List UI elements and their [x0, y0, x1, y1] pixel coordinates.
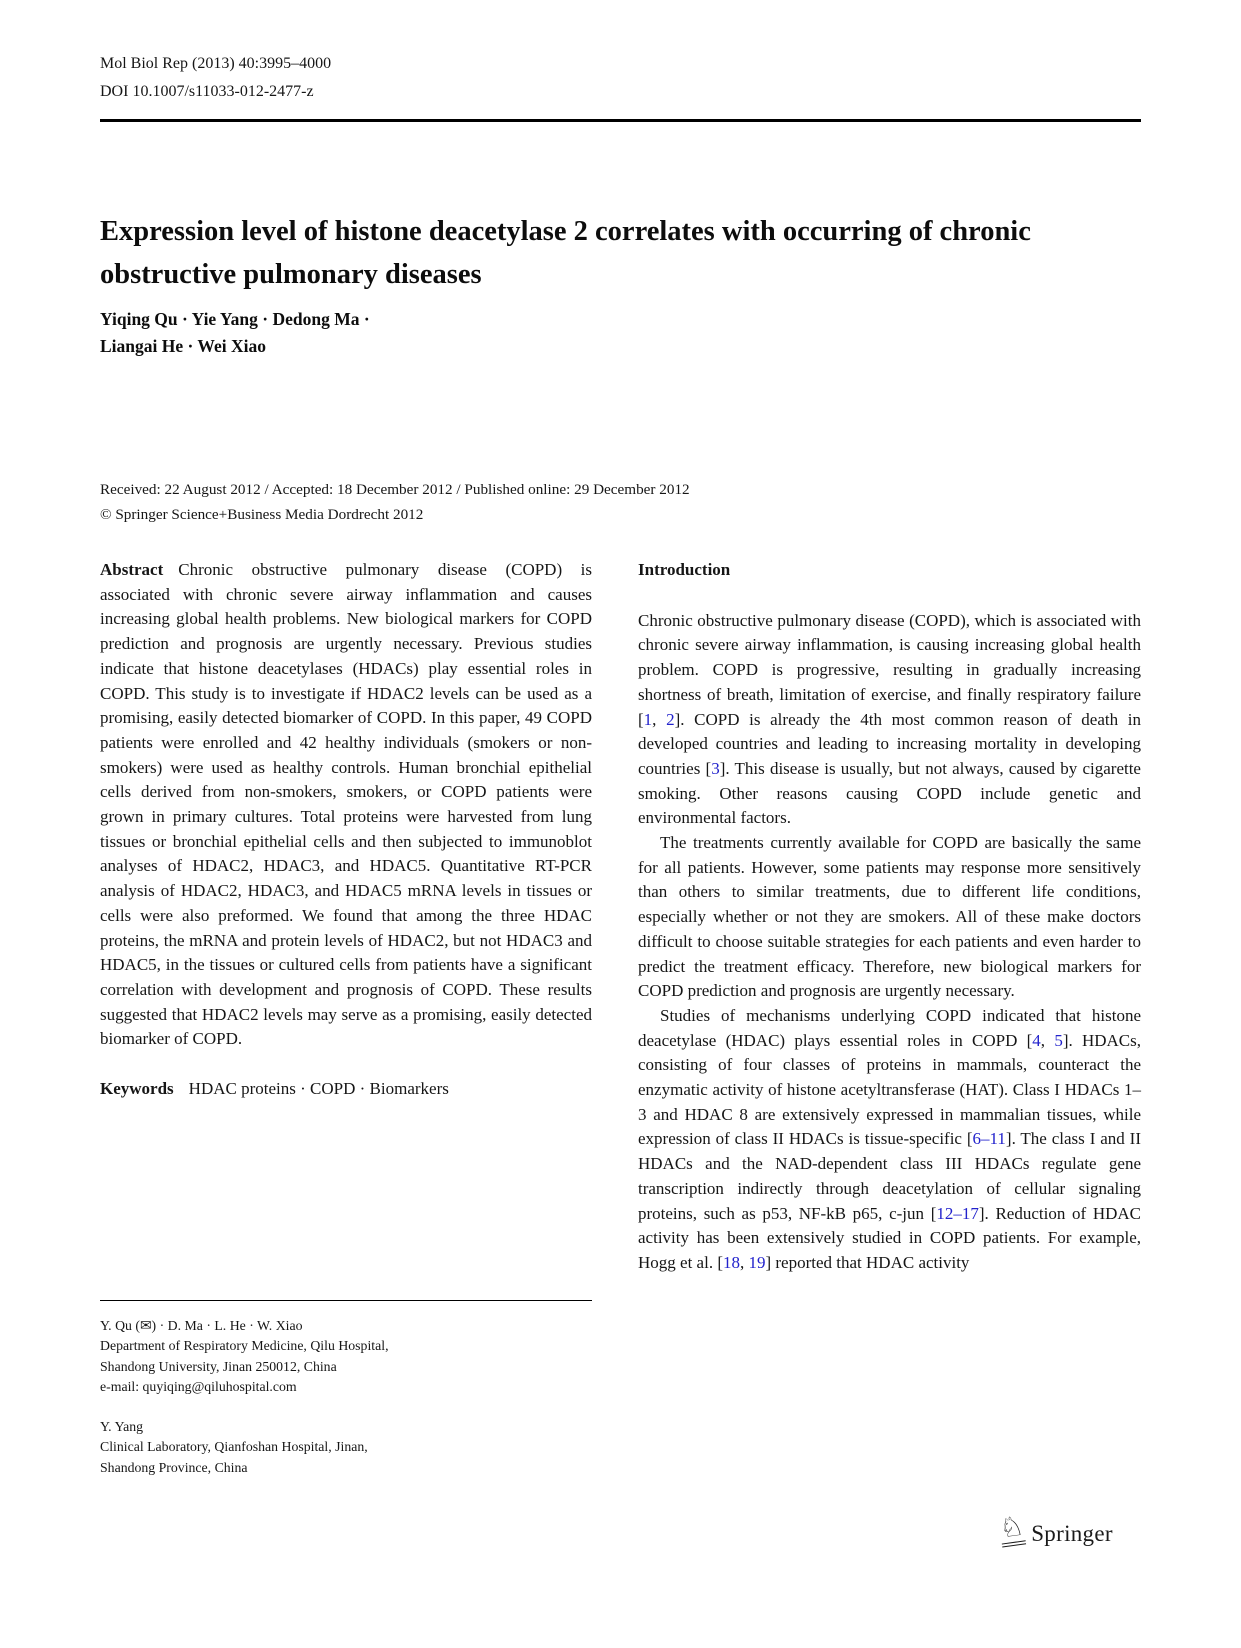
text-segment: ]. The class I and II HDACs and the NAD-dependent class III HDACs regulate gene transcription indirectly through deacetylation of cellular signaling proteins, such as p53, NF-kB p65, c-jun [	[638, 1129, 1142, 1223]
author-affiliations-footnote	[100, 1300, 592, 1478]
header-rule	[100, 119, 1141, 122]
text-segment: Studies of mechanisms underlying COPD indicated that histone deacetylase (HDAC) plays essential roles in COPD [	[638, 1005, 1141, 1050]
second-author-line: Y. Yang	[100, 1419, 144, 1435]
two-column-body	[100, 558, 1141, 1276]
copyright-line: © Springer Science+Business Media Dordrecht 2012	[100, 506, 424, 523]
second-affiliation-line-1: Clinical Laboratory, Qianfoshan Hospital, Jinan,	[100, 1439, 368, 1455]
abstract	[100, 558, 592, 1052]
text-segment: ]. This disease is usually, but not always, caused by cigarette smoking. Other reasons causing COPD include genetic and environmental factors.	[638, 758, 1141, 828]
journal-header	[100, 50, 331, 105]
author-line-2: Liangai He · Wei Xiao	[100, 335, 266, 356]
keywords-text: HDAC proteins · COPD · Biomarkers	[188, 1078, 449, 1098]
intro-paragraph-1	[638, 609, 1141, 831]
affiliation-line-2: Shandong University, Jinan 250012, China	[100, 1358, 337, 1374]
left-column	[100, 558, 592, 1276]
article-title: Expression level of histone deacetylase 2 correlates with occurring of chronic obstructive pulmonary diseases	[100, 216, 1031, 291]
correspondence-authors-line: Y. Qu (✉) · D. Ma · L. He · W. Xiao	[100, 1318, 303, 1333]
author-line-1: Yiqing Qu · Yie Yang · Dedong Ma ·	[100, 309, 370, 329]
right-column	[638, 558, 1141, 1276]
citation-link[interactable]: 6–11	[972, 1129, 1006, 1149]
keywords-label: Keywords	[100, 1078, 174, 1098]
citation-link[interactable]: 5	[1054, 1030, 1063, 1050]
publisher-name: Springer	[1031, 1520, 1113, 1546]
second-affiliation-block	[100, 1417, 592, 1478]
intro-paragraph-2	[638, 831, 1141, 1004]
citation-link[interactable]: 19	[748, 1252, 766, 1272]
email-line: e-mail: quyiqing@qiluhospital.com	[100, 1378, 297, 1394]
abstract-text: Chronic obstructive pulmonary disease (COPD) is associated with chronic severe airway inflammation and causes increasing global health problems. New biological markers for COPD prediction and prognosis are urgently necessary. Previous studies indicate that histone deacetylases (HDACs) play essential roles in COPD. This study is to investigate if HDAC2 levels can be used as a promising, easily detected biomarker of COPD. In this paper, 49 COPD patients were enrolled and 42 healthy individuals (smokers or non-smokers) were used as healthy controls. Human bronchial epithelial cells derived from non-smokers, smokers, or COPD patients were grown in primary cultures. Total proteins were harvested from lung tissues or bronchial epithelial cells and then subjected to immunoblot analyses of HDAC2, HDAC3, and HDAC5. Quantitative RT-PCR analysis of HDAC2, HDAC3, and HDAC5 mRNA levels in tissues or cells were also preformed. We found that among the three HDAC proteins, the mRNA and protein levels of HDAC2, but not HDAC3 and HDAC5, in the tissues or cultured cells from patients have a significant correlation with development and prognosis of COPD. These results suggested that HDAC2 levels may serve as a promising, easily detected biomarker of COPD.	[100, 560, 592, 1049]
text-segment: ] reported that HDAC activity	[765, 1252, 970, 1272]
keywords	[100, 1077, 592, 1102]
text-segment: ]. Reduction of HDAC activity has been extensively studied in COPD patients. For example, Hogg et al. [	[638, 1203, 1141, 1272]
author-list	[100, 306, 370, 359]
citation-link[interactable]: 4	[1032, 1030, 1041, 1050]
second-affiliation-line-2: Shandong Province, China	[100, 1459, 248, 1475]
text-segment: ]. COPD is already the 4th most common reason of death in developed countries and leading to increasing mortality in developing countries [	[638, 709, 1141, 778]
citation-link[interactable]: 1	[643, 709, 653, 729]
citation-link[interactable]: 18	[722, 1252, 740, 1272]
abstract-label: Abstract	[100, 560, 164, 579]
footnote-rule	[100, 1300, 592, 1301]
journal-citation: Mol Biol Rep (2013) 40:3995–4000	[100, 55, 332, 72]
affiliation-line-1: Department of Respiratory Medicine, Qilu Hospital,	[100, 1338, 389, 1354]
doi: DOI 10.1007/s11033-012-2477-z	[100, 82, 314, 100]
publisher-logo	[997, 1510, 1113, 1546]
publication-history	[100, 477, 690, 527]
text-segment: ]. HDACs, consisting of four classes of proteins in mammals, counteract the enzymatic activity of histone acetyltransferase (HAT). Class I HDACs 1–3 and HDAC 8 are extensively expressed in mammalian tissues, while expression of class II HDACs is tissue-specific [	[638, 1030, 1142, 1149]
text-segment: The treatments currently available for COPD are basically the same for all patients. However, some patients may response more sensitively than others to similar treatments, due to different life conditions, especially whether or not they are smokers. All of these make doctors difficult to choose suitable strategies for each patients and even harder to predict the treatment efficacy. Therefore, new biological markers for COPD prediction and prognosis are urgently necessary.	[638, 833, 1141, 1001]
springer-knight-icon: ♘	[998, 1512, 1026, 1547]
text-segment: Chronic obstructive pulmonary disease (COPD), which is associated with chronic severe airway inflammation, is causing increasing global health problem. COPD is progressive, resulting in gradually increasing shortness of breath, limitation of exercise, and finally respiratory failure [	[638, 610, 1141, 729]
text-segment: ,	[1040, 1030, 1055, 1050]
text-segment: ,	[739, 1252, 749, 1272]
introduction-heading: Introduction	[638, 560, 731, 579]
received-accepted-line: Received: 22 August 2012 / Accepted: 18 December 2012 / Published online: 29 December 2012	[100, 481, 690, 498]
citation-link[interactable]: 3	[711, 758, 720, 778]
text-segment: ,	[652, 709, 667, 729]
intro-paragraph-3	[638, 1004, 1141, 1276]
citation-link[interactable]: 12–17	[936, 1203, 979, 1223]
citation-link[interactable]: 2	[666, 709, 675, 729]
